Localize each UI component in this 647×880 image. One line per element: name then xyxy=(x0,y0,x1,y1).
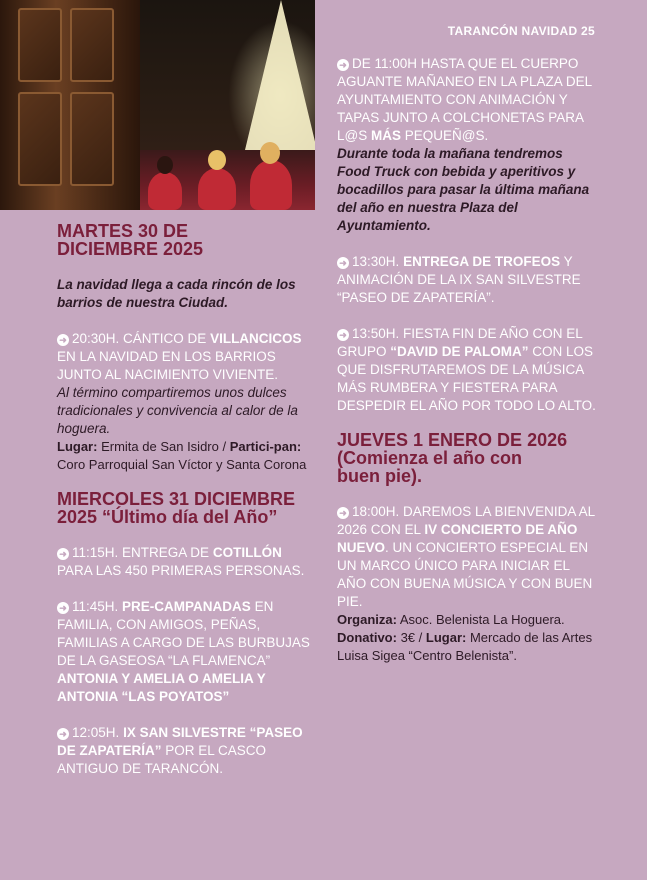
event-item: ➜ DE 11:00H HASTA QUE EL CUERPO AGUANTE MAÑANEO EN LA PLAZA DEL AYUNTAMIENTO CON ANIMACIÓN Y TAPAS JUNTO A COLCHONETAS PARA L@S MÁS PEQUEÑ@S. xyxy=(337,56,592,143)
event-item: ➜ 11:15H. ENTREGA DE COTILLÓN PARA LAS 450 PRIMERAS PERSONAS. xyxy=(57,545,305,578)
carved-door xyxy=(0,0,140,210)
section-title-miercoles: MIERCOLES 31 DICIEMBRE 2025 “Último día del Año” xyxy=(57,489,296,527)
arrow-right-icon: ➜ xyxy=(337,329,349,341)
arrow-right-icon: ➜ xyxy=(337,59,349,71)
arrow-right-icon: ➜ xyxy=(337,507,349,519)
left-column xyxy=(57,222,317,778)
section-title-martes: MARTES 30 DE DICIEMBRE 2025 xyxy=(57,221,204,259)
arrow-right-icon: ➜ xyxy=(337,257,349,269)
header-photo xyxy=(0,0,315,210)
christmas-tree-icon xyxy=(245,0,315,150)
event-item: ➜ 13:50H. FIESTA FIN DE AÑO CON EL GRUPO “DAVID DE PALOMA” CON LOS QUE DISFRUTAREMOS DE LA MÚSICA MÁS RUMBERA Y FIESTERA PARA DESPEDIR EL AÑO POR TODO LO ALTO. xyxy=(337,326,596,413)
arrow-right-icon: ➜ xyxy=(57,728,69,740)
event-item: ➜ 11:45H. PRE-CAMPANADAS EN FAMILIA, CON AMIGOS, PEÑAS, FAMILIAS A CARGO DE LAS BURBUJAS DE LA GASEOSA “LA FLAMENCA” ANTONIA Y AMELIA O AMELIA Y ANTONIA “LAS POYATOS” xyxy=(57,599,310,704)
martes-intro: La navidad llega a cada rincón de los barrios de nuestra Ciudad. xyxy=(57,277,296,310)
food-truck-note: Durante toda la mañana tendremos Food Truck con bebida y aperitivos y bocadillos para pasar la última mañana del año en nuestra Plaza del Ayuntamiento. xyxy=(337,146,590,233)
page-kicker: TARANCÓN NAVIDAD 25 xyxy=(447,24,595,38)
event-item: ➜ 12:05H. IX SAN SILVESTRE “PASEO DE ZAPATERÍA” POR EL CASCO ANTIGUO DE TARANCÓN. xyxy=(57,725,303,776)
event-note: Al término compartiremos unos dulces tradicionales y convivencia al calor de la hoguera. xyxy=(57,385,298,436)
arrow-right-icon: ➜ xyxy=(57,548,69,560)
event-item: ➜ 20:30H. CÁNTICO DE VILLANCICOS EN LA NAVIDAD EN LOS BARRIOS JUNTO AL NACIMIENTO VIVIENTE. xyxy=(57,331,302,382)
event-meta: Lugar: Ermita de San Isidro / Partici-pan: Coro Parroquial San Víctor y Santa Corona xyxy=(57,439,307,472)
crowd xyxy=(140,150,315,210)
event-item: ➜ 18:00H. DAREMOS LA BIENVENIDA AL 2026 CON EL IV CONCIERTO DE AÑO NUEVO. UN CONCIERTO ESPECIAL EN UN MARCO ÚNICO PARA INICIAR EL AÑO CON BUENA MÚSICA Y CON BUEN PIE. xyxy=(337,504,595,609)
section-title-jueves: JUEVES 1 ENERO DE 2026 (Comienza el año con buen pie). xyxy=(337,430,568,486)
arrow-right-icon: ➜ xyxy=(57,334,69,346)
event-item: ➜ 13:30H. ENTREGA DE TROFEOS Y ANIMACIÓN DE LA IX SAN SILVESTRE “PASEO DE ZAPATERÍA”. xyxy=(337,254,581,305)
arrow-right-icon: ➜ xyxy=(57,602,69,614)
event-meta: Organiza: Asoc. Belenista La Hoguera. Donativo: 3€ / Lugar: Mercado de las Artes Luisa Sigea “Centro Belenista”. xyxy=(337,612,593,663)
right-column xyxy=(337,55,597,665)
